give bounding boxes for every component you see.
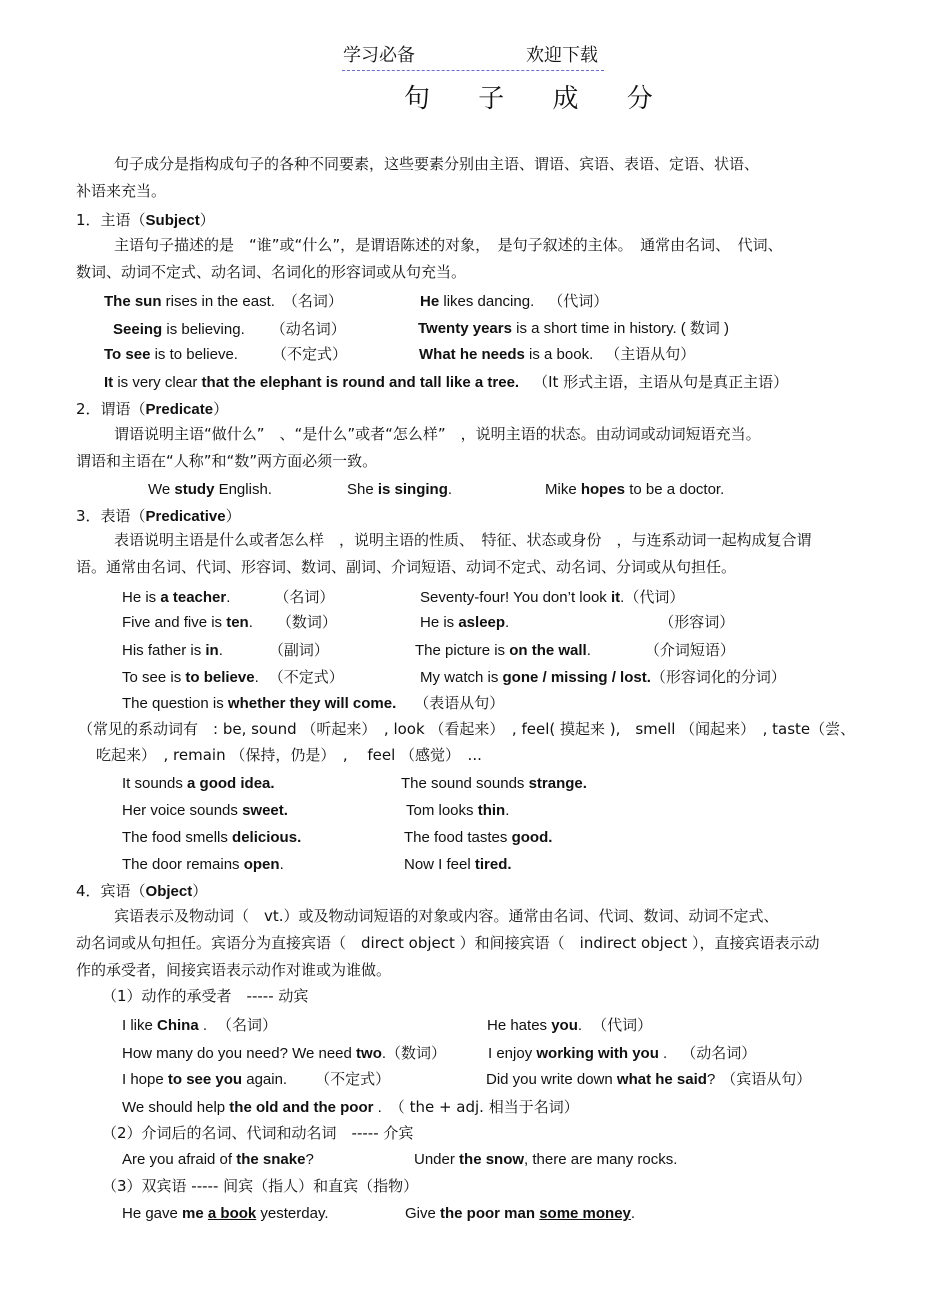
s2-desc-2: 谓语和主语在“人称”和“数”两方面必须一致。	[76, 452, 378, 470]
s4-desc-1: 宾语表示及物动词（ vt.）或及物动词短语的对象或内容。通常由名词、代词、数词、动词不定式、	[114, 907, 779, 925]
s4-subheading-2: （2）介词后的名词、代词和动名词 ----- 介宾	[102, 1124, 414, 1142]
s3-example: Five and five is ten. （数词）	[122, 613, 337, 631]
section-1-en: Subject	[145, 212, 200, 229]
s2-example: Mike hopes to be a doctor.	[545, 481, 725, 498]
s3-example: The picture is on the wall. （介词短语）	[415, 641, 735, 659]
s4-subheading-3: （3）双宾语 ----- 间宾（指人）和直宾（指物）	[102, 1177, 419, 1195]
s1-example: To see is to believe. （不定式）	[104, 345, 347, 363]
s3-example: His father is in. （副词）	[122, 641, 329, 659]
s3-desc-1: 表语说明主语是什么或者怎么样 ，说明主语的性质、 特征、状态或身份 ，与连系动词一起构成复合谓	[114, 531, 812, 549]
s1-example: Twenty years is a short time in history. ( 数词 )	[418, 320, 730, 337]
header-dashed-underline	[342, 70, 604, 71]
s4-example: He hates you. （代词）	[487, 1016, 653, 1034]
s4-example: I enjoy working with you . （动名词）	[488, 1044, 757, 1062]
section-2-heading: 2．谓语（Predicate）	[76, 400, 229, 418]
s4-double-object-example: He gave me a book yesterday.	[122, 1205, 329, 1222]
section-1-number: 1．主语（	[76, 211, 146, 229]
s3-example: He is a teacher. （名词）	[122, 588, 335, 606]
s4-example: How many do you need? We need two.（数词）	[122, 1044, 447, 1062]
s3-example: To see is to believe. （不定式）	[122, 668, 344, 686]
s1-example: Seeing is believing. （动名词）	[113, 320, 346, 338]
s1-desc-2: 数词、动词不定式、动名词、名词化的形容词或从句充当。	[76, 263, 467, 281]
s3-linking-example: It sounds a good idea.	[122, 775, 275, 792]
s3-linking-example: The sound sounds strange.	[401, 775, 587, 792]
s3-linking-example: The door remains open.	[122, 856, 284, 873]
s4-desc-2: 动名词或从句担任。宾语分为直接宾语（ direct object ）和间接宾语（ indirect object ），直接宾语表示动	[76, 934, 820, 952]
s4-example: Did you write down what he said? （宾语从句）	[486, 1070, 812, 1088]
s4-example: I like China . （名词）	[122, 1016, 278, 1034]
s2-desc-1: 谓语说明主语“做什么” 、“是什么”或者“怎么样” ，说明主语的状态。由动词或动词短语充当。	[114, 425, 761, 443]
section-1-heading: 1．主语（Subject）	[76, 211, 215, 229]
s1-example: What he needs is a book. （主语从句）	[419, 345, 696, 363]
s3-linking-example: Her voice sounds sweet.	[122, 802, 288, 819]
header-right: 欢迎下载	[526, 45, 598, 66]
s3-linking-verbs-2: 吃起来） , remain （保持，仍是） , feel （感觉） ...	[96, 746, 482, 764]
s1-example: He likes dancing. （代词）	[420, 292, 609, 310]
s3-linking-example: Tom looks thin.	[406, 802, 510, 819]
s4-example: Are you afraid of the snake?	[122, 1151, 314, 1168]
page-title: 句 子 成 分	[404, 84, 673, 114]
s4-desc-3: 作的承受者，间接宾语表示动作对谁或为谁做。	[76, 961, 392, 979]
s1-desc-1: 主语句子描述的是 “谁”或“什么”，是谓语陈述的对象， 是句子叙述的主体。 通常由名词、 代词、	[114, 236, 783, 254]
s4-example: I hope to see you again. （不定式）	[122, 1070, 391, 1088]
s1-example: The sun rises in the east. （名词）	[104, 292, 343, 310]
s1-it-example: It is very clear that the elephant is round and tall like a tree. （It 形式主语，主语从句是真正主语）	[104, 373, 789, 391]
s3-desc-2: 语。通常由名词、代词、形容词、数词、副词、介词短语、动词不定式、动名词、分词或从句担任。	[76, 558, 737, 576]
s2-example: She is singing.	[347, 481, 453, 498]
s3-linking-example: Now I feel tired.	[404, 856, 512, 873]
s3-example: My watch is gone / missing / lost.（形容词化的分词）	[420, 668, 786, 686]
s3-example: The question is whether they will come. （表语从句）	[122, 694, 505, 712]
s3-example: He is asleep. （形容词）	[420, 613, 735, 631]
s3-linking-verbs-1: （常见的系动词有 : be, sound （听起来） , look （看起来） , feel( 摸起来 ), smell （闻起来） , taste（尝、	[78, 720, 856, 738]
intro-line-1: 句子成分是指构成句子的各种不同要素，这些要素分别由主语、谓语、宾语、表语、定语、状语、	[114, 155, 760, 173]
s4-subheading-1: （1）动作的承受者 ----- 动宾	[102, 987, 309, 1005]
intro-line-2: 补语来充当。	[76, 182, 167, 200]
s4-double-object-example: Give the poor man some money.	[405, 1205, 636, 1222]
s3-linking-example: The food tastes good.	[404, 829, 553, 846]
s3-example: Seventy-four! You don’t look it.（代词）	[420, 588, 685, 606]
section-4-heading: 4．宾语（Object）	[76, 882, 208, 900]
s2-example: We study English.	[148, 481, 272, 498]
section-3-heading: 3．表语（Predicative）	[76, 507, 241, 525]
header-left: 学习必备	[343, 45, 415, 66]
s3-linking-example: The food smells delicious.	[122, 829, 302, 846]
s4-example: Under the snow, there are many rocks.	[414, 1151, 678, 1168]
s4-example: We should help the old and the poor . （ the + adj. 相当于名词）	[122, 1098, 579, 1116]
